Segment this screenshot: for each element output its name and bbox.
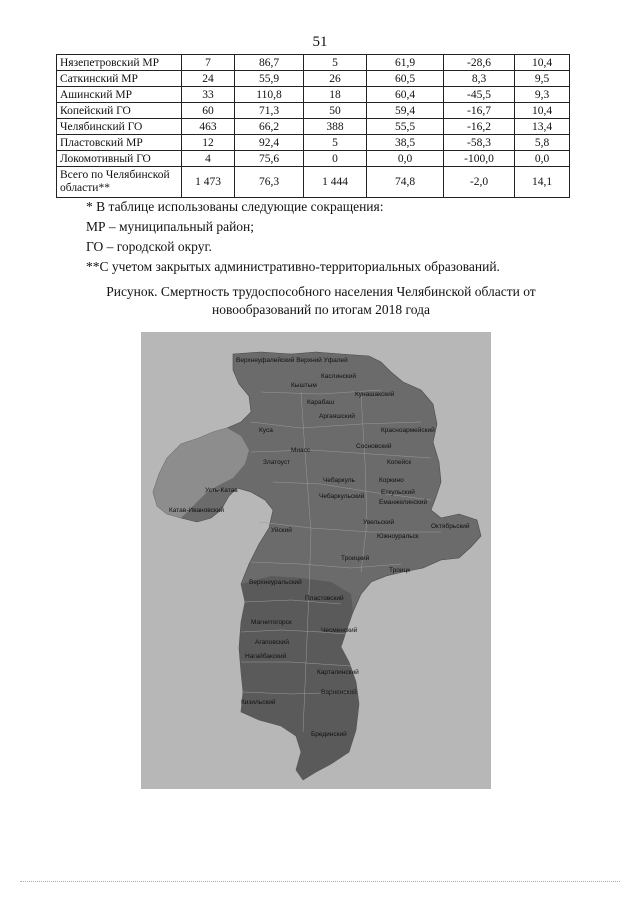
table-row <box>57 151 570 167</box>
figure-caption-line2: новообразований по итогам 2018 года <box>212 302 430 317</box>
row-value-c5: -16,7 <box>444 103 515 119</box>
label-verkhny-ufaley: Верхнеуфалейский Верхний Уфалей <box>236 357 348 364</box>
figure-caption <box>56 283 586 319</box>
label-varnensky: Варненский <box>321 689 357 696</box>
row-territory-name: Ашинский МР <box>57 87 182 103</box>
total-territory-name <box>57 167 182 198</box>
table-row <box>57 119 570 135</box>
label-chesmensky: Чесменский <box>321 627 358 634</box>
total-value-c6: 14,1 <box>515 167 570 198</box>
label-troitsky: Троицкий <box>341 555 370 562</box>
label-karabash: Карабаш <box>307 399 335 406</box>
row-value-c4: 55,5 <box>367 119 444 135</box>
label-argayash: Аргаяшский <box>319 413 355 420</box>
label-zlatoust: Златоуст <box>263 459 291 466</box>
label-kyshtym: Кыштым <box>291 382 317 389</box>
label-kusa: Куса <box>259 427 273 434</box>
row-value-c3: 5 <box>304 55 367 71</box>
table-row <box>57 135 570 151</box>
label-uvelsky: Увельский <box>363 519 395 526</box>
row-value-c5: -58,3 <box>444 135 515 151</box>
row-value-c5: -100,0 <box>444 151 515 167</box>
label-katav-ivanovsky: Катав-Ивановский <box>169 507 225 514</box>
row-value-c5: -45,5 <box>444 87 515 103</box>
total-value-c5: -2,0 <box>444 167 515 198</box>
table-row <box>57 71 570 87</box>
label-etkul: Еткульский <box>381 489 415 496</box>
total-name-line1: Всего по Челябинской <box>60 169 170 181</box>
table-row <box>57 55 570 71</box>
row-value-c3: 388 <box>304 119 367 135</box>
row-value-c2: 71,3 <box>235 103 304 119</box>
row-value-c1: 4 <box>182 151 235 167</box>
label-yuzhnouralsk: Южноуральск <box>377 533 419 540</box>
row-value-c5: -28,6 <box>444 55 515 71</box>
row-value-c3: 0 <box>304 151 367 167</box>
label-emanzhelinsk: Еманжелинский <box>379 499 428 506</box>
label-kizilsky: Кизильский <box>241 699 276 706</box>
row-value-c6: 9,5 <box>515 71 570 87</box>
row-territory-name: Копейский ГО <box>57 103 182 119</box>
row-value-c6: 10,4 <box>515 103 570 119</box>
row-value-c1: 24 <box>182 71 235 87</box>
row-value-c4: 60,5 <box>367 71 444 87</box>
label-troitsk: Троицк <box>389 567 411 574</box>
table-row <box>57 87 570 103</box>
label-sosnovsky: Сосновский <box>356 443 392 450</box>
row-value-c4: 0,0 <box>367 151 444 167</box>
label-chebarkul-district: Чебаркульский <box>319 493 365 500</box>
label-nagaybaksky: Нагайбакский <box>245 653 287 660</box>
label-chebarkul: Чебаркуль <box>323 477 355 484</box>
row-territory-name: Локомотивный ГО <box>57 151 182 167</box>
row-value-c4: 59,4 <box>367 103 444 119</box>
row-value-c5: 8,3 <box>444 71 515 87</box>
southern-districts <box>239 576 359 780</box>
label-miass: Миасс <box>291 447 311 454</box>
label-kunashak: Кунашакский <box>355 391 395 398</box>
total-value-c3: 1 444 <box>304 167 367 198</box>
label-ust-katav: Усть-Катав <box>205 487 238 494</box>
total-name-line2: области** <box>60 182 110 194</box>
row-value-c2: 66,2 <box>235 119 304 135</box>
row-value-c4: 60,4 <box>367 87 444 103</box>
row-value-c3: 50 <box>304 103 367 119</box>
label-magnitogorsk: Магнитогорск <box>251 619 292 626</box>
row-value-c3: 18 <box>304 87 367 103</box>
table-body <box>57 55 570 198</box>
footnote-abbreviations: * В таблице использованы следующие сокращения: <box>86 199 384 214</box>
label-kopeysk: Копейск <box>387 459 412 466</box>
region-map-svg <box>141 332 491 789</box>
row-value-c2: 75,6 <box>235 151 304 167</box>
footnote-go: ГО – городской округ. <box>86 239 212 254</box>
row-value-c6: 10,4 <box>515 55 570 71</box>
region-map <box>141 332 491 789</box>
row-value-c6: 0,0 <box>515 151 570 167</box>
label-korkino: Коркино <box>379 477 404 484</box>
total-value-c4: 74,8 <box>367 167 444 198</box>
table-total-row <box>57 167 570 198</box>
row-territory-name: Челябинский ГО <box>57 119 182 135</box>
total-value-c1: 1 473 <box>182 167 235 198</box>
label-krasnoarmeysky: Красноармейский <box>381 427 435 434</box>
row-value-c3: 26 <box>304 71 367 87</box>
figure-caption-line1: Рисунок. Смертность трудоспособного населения Челябинской области от <box>106 284 536 299</box>
label-agapovsky: Агаповский <box>255 639 290 646</box>
total-value-c2: 76,3 <box>235 167 304 198</box>
label-oktyabrsky: Октябрьский <box>431 523 470 530</box>
row-value-c5: -16,2 <box>444 119 515 135</box>
row-territory-name: Пластовский МР <box>57 135 182 151</box>
row-value-c2: 86,7 <box>235 55 304 71</box>
footnote-closed-territories: **С учетом закрытых административно-территориальных образований. <box>86 259 500 274</box>
row-value-c6: 9,3 <box>515 87 570 103</box>
row-value-c1: 12 <box>182 135 235 151</box>
label-kasli: Каслинский <box>321 373 357 380</box>
label-plast: Пластовский <box>305 595 344 602</box>
row-value-c2: 92,4 <box>235 135 304 151</box>
row-value-c6: 5,8 <box>515 135 570 151</box>
row-value-c1: 60 <box>182 103 235 119</box>
row-value-c4: 38,5 <box>367 135 444 151</box>
label-uysky: Уйский <box>271 527 292 534</box>
row-value-c2: 55,9 <box>235 71 304 87</box>
footer-divider <box>20 881 620 883</box>
page-number: 51 <box>312 34 328 50</box>
label-verkhneuralsky: Верхнеуральский <box>249 579 302 586</box>
label-bredinsky: Брединский <box>311 731 347 738</box>
row-territory-name: Нязепетровский МР <box>57 55 182 71</box>
row-territory-name: Саткинский МР <box>57 71 182 87</box>
row-value-c6: 13,4 <box>515 119 570 135</box>
table-row <box>57 103 570 119</box>
label-kartalinsky: Карталинский <box>317 669 359 676</box>
row-value-c1: 33 <box>182 87 235 103</box>
row-value-c3: 5 <box>304 135 367 151</box>
row-value-c2: 110,8 <box>235 87 304 103</box>
mortality-table <box>56 54 570 198</box>
footnote-mr: МР – муниципальный район; <box>86 219 255 234</box>
row-value-c1: 463 <box>182 119 235 135</box>
footnotes <box>86 197 586 277</box>
row-value-c1: 7 <box>182 55 235 71</box>
row-value-c4: 61,9 <box>367 55 444 71</box>
